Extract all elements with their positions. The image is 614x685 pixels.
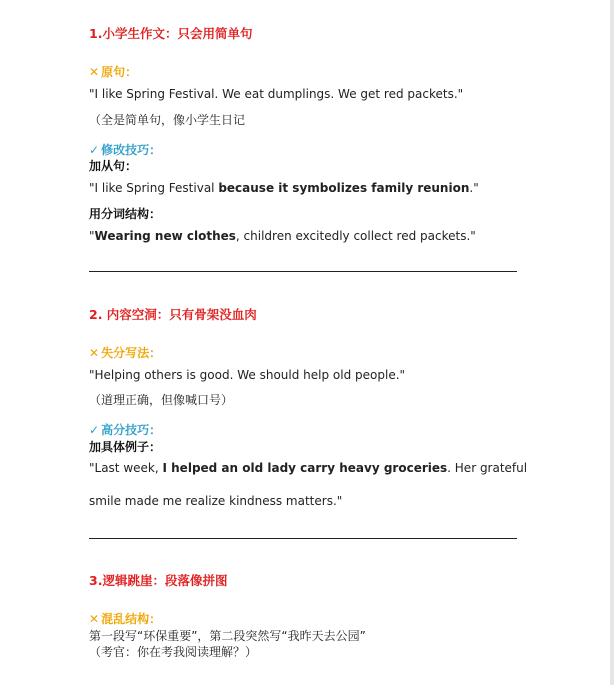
section-3-bad-label: ✕ 混乱结构： — [89, 612, 162, 626]
cross-icon: ✕ — [89, 612, 100, 626]
section-2-tip1-example: "Last week, I helped an old lady carry heavy groceries. Her grateful — [89, 461, 528, 475]
section-3-bad-note: （考官：你在考我阅读理解？） — [89, 645, 258, 659]
section-1-tip2-example: "Wearing new clothes, children excitedly collect red packets." — [89, 229, 476, 243]
section-1-bad-example: "I like Spring Festival. We eat dumplings. We get red packets." — [89, 87, 464, 101]
cross-icon: ✕ — [89, 65, 100, 79]
section-2-bad-example: "Helping others is good. We should help old people." — [89, 368, 406, 382]
section-2-bad-note: （道理正确，但像喊口号） — [89, 393, 234, 407]
page-edge — [610, 0, 614, 685]
section-1-good-label: ✓ 修改技巧： — [89, 143, 162, 157]
section-2-bad-label: ✕ 失分写法： — [89, 346, 162, 360]
section-2-tip1-example-cont: smile made me realize kindness matters." — [89, 494, 343, 508]
divider — [89, 538, 517, 539]
section-1-tip2-label: 用分词结构： — [89, 207, 162, 221]
section-1-bad-note: （全是简单句，像小学生日记 — [89, 113, 246, 127]
section-1-tip1-example: "I like Spring Festival because it symbolizes family reunion." — [89, 181, 479, 195]
section-1-tip1-label: 加从句： — [89, 159, 138, 173]
section-1-title: 1.小学生作文：只会用简单句 — [89, 26, 253, 41]
cross-icon: ✕ — [89, 346, 100, 360]
section-3-bad-example: 第一段写“环保重要”，第二段突然写“我昨天去公园” — [89, 629, 366, 643]
section-2-tip1-label: 加具体例子： — [89, 440, 162, 454]
section-2-title: 2. 内容空洞：只有骨架没血肉 — [89, 307, 257, 322]
section-2-good-label: ✓ 高分技巧： — [89, 423, 162, 437]
divider — [89, 271, 517, 272]
section-1-bad-label: ✕ 原句： — [89, 65, 138, 79]
check-icon: ✓ — [89, 423, 100, 437]
check-icon: ✓ — [89, 143, 100, 157]
section-3-title: 3.逻辑跳崖：段落像拼图 — [89, 573, 228, 588]
